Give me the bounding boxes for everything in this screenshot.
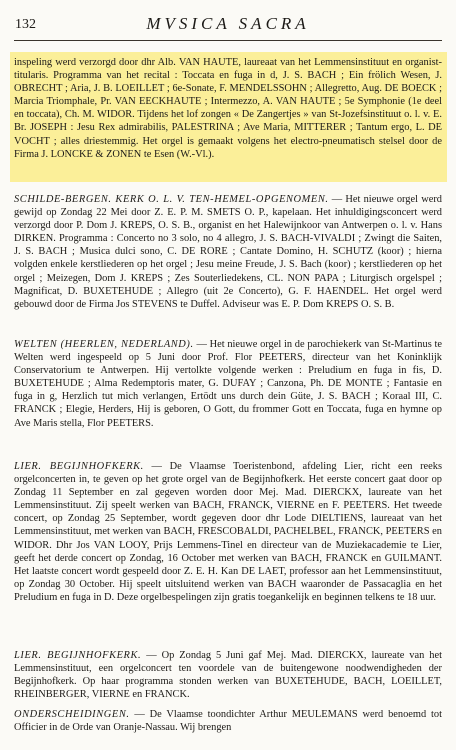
- section-heading: ONDERSCHEIDINGEN.: [14, 709, 130, 720]
- running-title: MVSICA SACRA: [146, 14, 310, 33]
- paragraph-schilde-bergen: [14, 193, 442, 311]
- section-heading: WELTEN (HEERLEN, NEDERLAND).: [14, 339, 194, 350]
- page-number: 132: [15, 17, 36, 32]
- paragraph-lier-june-concert: [14, 649, 442, 701]
- section-heading: LIER. BEGIJNHOFKERK.: [14, 461, 144, 472]
- paragraph-text: — Het nieuwe orgel werd gewijd op Zondag 22 Mei door Z. E. P. M. SMETS O. P., kapelaan. Het inhuldigingsconcert werd verzorgd door P. Dom J. KREPS, O. S. B., organist en het Halewijnkoor van Antwerpen o. l. v. Hans DIRKEN. Programma : Concerto no 3 solo, no 4 allegro, J. S. BACH-VIVALDI ; Zwingt die Saiten, J. S. BACH ; Musica dulci sono, C. DE RORE ; Cantate Domino, H. SCHUTZ (koor) ; hierna volgden enkele kerstliederen op het orgel ; Jesu meine Freude, J. S. Bach (koor) ; kerstliederen op het orgel ; Meizegen, Dom J. KREPS ; Zes Souterliedekens, CL. NON PAPA ; Liturgisch orgelspel ; Magnificat, D. BUXETEHUDE ; Allegro (uit 2e Concerto), G. F. HAENDEL. Het orgel werd gebouwd door de Firma Jos STEVENS te Duffel. Adviseur was E. P. Dom KREPS O. S. B.: [14, 194, 442, 310]
- paragraph-welten: [14, 338, 442, 430]
- paragraph-recital-continued: [14, 56, 442, 161]
- page-header: [0, 0, 456, 44]
- paragraph-onderscheidingen: [14, 708, 442, 734]
- paragraph-text: — De Vlaamse Toeristenbond, afdeling Lier, richt een reeks orgelconcerten in, te geven op het grote orgel van de Begijnhofkerk. Het eerste concert gaat door op Zondag 11 September en zal gegeven worden door Mej. Mad. DIERCKX, laureate van het Lemmensinstituut. Zij speelt werken van BACH, FRANCK, VIERNE en F. PEETERS. Het tweede concert, op Zondag 25 September, wordt gegeven door dhr Lode DIELTIENS, laureaat van het Lemmensinstituut, met werken van BACH, FRESCOBALDI, PACHELBEL, FRANCK, PEETERS en WIDOR. Dhr Jos VAN LOOY, Prijs Lemmens-Tinel en directeur van de Muziekacademie te Lier, geeft het derde concert op Zondag, 16 October met werken van BACH, FRANCK en GUILMANT. Het laatste concert wordt gespeeld door Z. E. H. Kan DE LAET, professor aan het Lemmensinstituut, op Zondag 30 October. Hij speelt uitsluitend werken van BACH waaronder de Passacaglia en het Preludium en fuga in D. Deze orgelbespelingen zijn gratis toegankelijk en beginnen telkens te 18 uur.: [14, 461, 442, 603]
- section-heading: LIER. BEGIJNHOFKERK.: [14, 650, 142, 661]
- paragraph-text: — De Vlaamse toondichter Arthur MEULEMANS werd benoemd tot Officier in de Orde van Oranje-Nassau. Wij brengen: [14, 709, 442, 734]
- paragraph-lier-concert-series: [14, 460, 442, 604]
- section-heading: SCHILDE-BERGEN. KERK O. L. V. TEN-HEMEL-OPGENOMEN.: [14, 194, 329, 205]
- paragraph-text: — Op Zondag 5 Juni gaf Mej. Mad. DIERCKX, laureate van het Lemmensinstituut, een orgelconcert ten voordele van de buitengewone noodwendigheden der Begijnhofkerk. Op haar programma stonden werken van BUXETEHUDE, BACH, LOEILLET, RHEINBERGER, VIERNE en FRANCK.: [14, 650, 442, 701]
- header-rule: [14, 40, 442, 41]
- paragraph-text: — Het nieuwe orgel in de parochiekerk van St-Martinus te Welten werd ingespeeld op 5 Juni door Prof. Flor PEETERS, directeur van het Koninklijk Conservatorium te Antwerpen. Hij vertolkte volgende werken : Preludium en fuga in fis, D. BUXETEHUDE ; Alma Redemptoris mater, G. DUFAY ; Canzona, Ph. DE MONTE ; Fantasie en fuga in g, Herzlich tut mich verlangen, Ertödt uns durch dein Güte, J. S. BACH ; Koraal III, C. FRANCK ; Elegie, Herders, Hij is geboren, O Gott, du frommer Gott en Toccata, fuga en hymne op Ave Maris stella, Flor PEETERS.: [14, 339, 442, 429]
- paragraph-text: inspeling werd verzorgd door dhr Alb. VAN HAUTE, laureaat van het Lemmensinstituut en organist-titularis. Programma van het recital : Toccata en fuga in d, J. S. BACH ; Ein frölich Wesen, J. OBRECHT ; Aria, J. B. LOEILLET ; 6e-Sonate, F. MENDELSSOHN ; Allegretto, Aug. DE BOECK ; Marcia Triomphale, Pr. VAN EECKHAUTE ; Intermezzo, A. VAN HAUTE ; 5e Symphonie (1e deel en toccata), Ch. M. WIDOR. Tijdens het lof zongen « De Zangertjes » van St-Jozefsinstituut o. l. v. E. Br. JOSEPH : Jesu Rex admirabilis, PALESTRINA ; Ave Maria, MITTERER ; Tantum ergo, L. DE VOCHT ; alles driestemmig. Het orgel is gemaakt volgens het electro-pneumatisch stelsel door de Firma J. LONCKE & ZONEN te Esen (W.-Vl.).: [14, 57, 442, 160]
